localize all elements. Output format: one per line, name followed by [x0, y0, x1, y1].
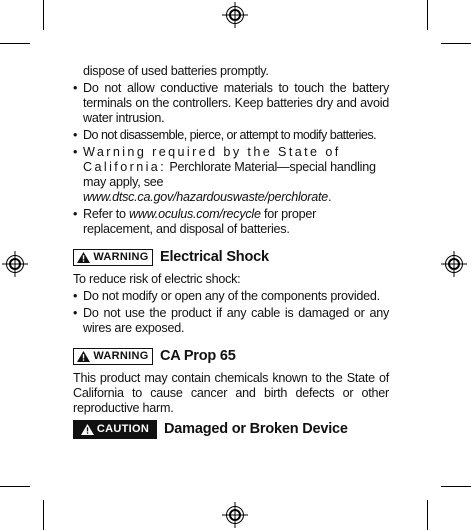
registration-mark-bottom	[222, 502, 248, 528]
caution-badge	[73, 420, 157, 439]
heading-electrical-shock	[73, 249, 389, 266]
recycle-link[interactable]: www.oculus.com/recycle	[129, 207, 261, 221]
crop-mark-bottom-right-h	[441, 486, 471, 487]
bullet-recycle	[73, 207, 389, 237]
perchlorate-text: Perchlorate Material—special handling may apply, see	[83, 160, 376, 189]
bullet-disassemble: • Do not disassemble, pierce, or attempt to modify batteries.	[73, 128, 389, 143]
warning-triangle-icon	[77, 252, 90, 263]
prop65-body: This product may contain chemicals known to the State of California to cause cancer and birth defects or other reproductive harm.	[73, 371, 389, 415]
electrical-shock-title: Electrical Shock	[160, 249, 269, 265]
electrical-intro: To reduce risk of electric shock:	[73, 272, 241, 286]
warning-badge-label: WARNING	[93, 251, 149, 263]
damaged-device-title: Damaged or Broken Device	[164, 421, 348, 437]
safety-text-column	[73, 64, 389, 439]
crop-mark-bottom-left-h	[0, 486, 30, 487]
warning-badge-label: WARNING	[93, 350, 149, 362]
bullet-conductive: • Do not allow conductive materials to touch the battery terminals on the controllers. Keep batteries dry and avoid water intrusion.	[73, 81, 389, 126]
warning-triangle-icon	[77, 351, 90, 362]
perchlorate-end: .	[328, 190, 332, 204]
bullet-cable: • Do not use the product if any cable is damaged or any wires are exposed.	[73, 306, 389, 336]
registration-mark-top	[222, 2, 248, 28]
recycle-post: for proper replacement, and disposal of batteries.	[83, 207, 317, 236]
crop-mark-top-right-h	[441, 43, 471, 44]
prop65-title: CA Prop 65	[160, 348, 236, 364]
crop-mark-top-left-h	[0, 43, 30, 44]
warning-badge-prop65	[73, 348, 153, 365]
crop-mark-bottom-left-v	[43, 500, 44, 530]
text-line-dispose: dispose of used batteries promptly.	[83, 64, 269, 78]
bullet-modify: • Do not modify or open any of the components provided.	[73, 289, 389, 304]
heading-damaged-device	[73, 420, 389, 439]
perchlorate-link[interactable]: www.dtsc.ca.gov/hazardouswaste/perchlorate	[83, 190, 329, 204]
crop-mark-top-left-v	[43, 0, 44, 30]
perchlorate-lead: Warning required by the State of California:	[83, 145, 341, 174]
recycle-pre: Refer to	[83, 207, 130, 221]
crop-mark-top-right-v	[427, 0, 428, 30]
bullet-perchlorate	[73, 145, 389, 205]
warning-badge-electrical	[73, 249, 153, 266]
warning-triangle-icon	[81, 424, 94, 435]
crop-mark-bottom-right-v	[427, 500, 428, 530]
registration-mark-right	[441, 251, 467, 277]
caution-badge-label: CAUTION	[96, 423, 150, 435]
heading-prop65	[73, 348, 389, 365]
registration-mark-left	[2, 251, 28, 277]
